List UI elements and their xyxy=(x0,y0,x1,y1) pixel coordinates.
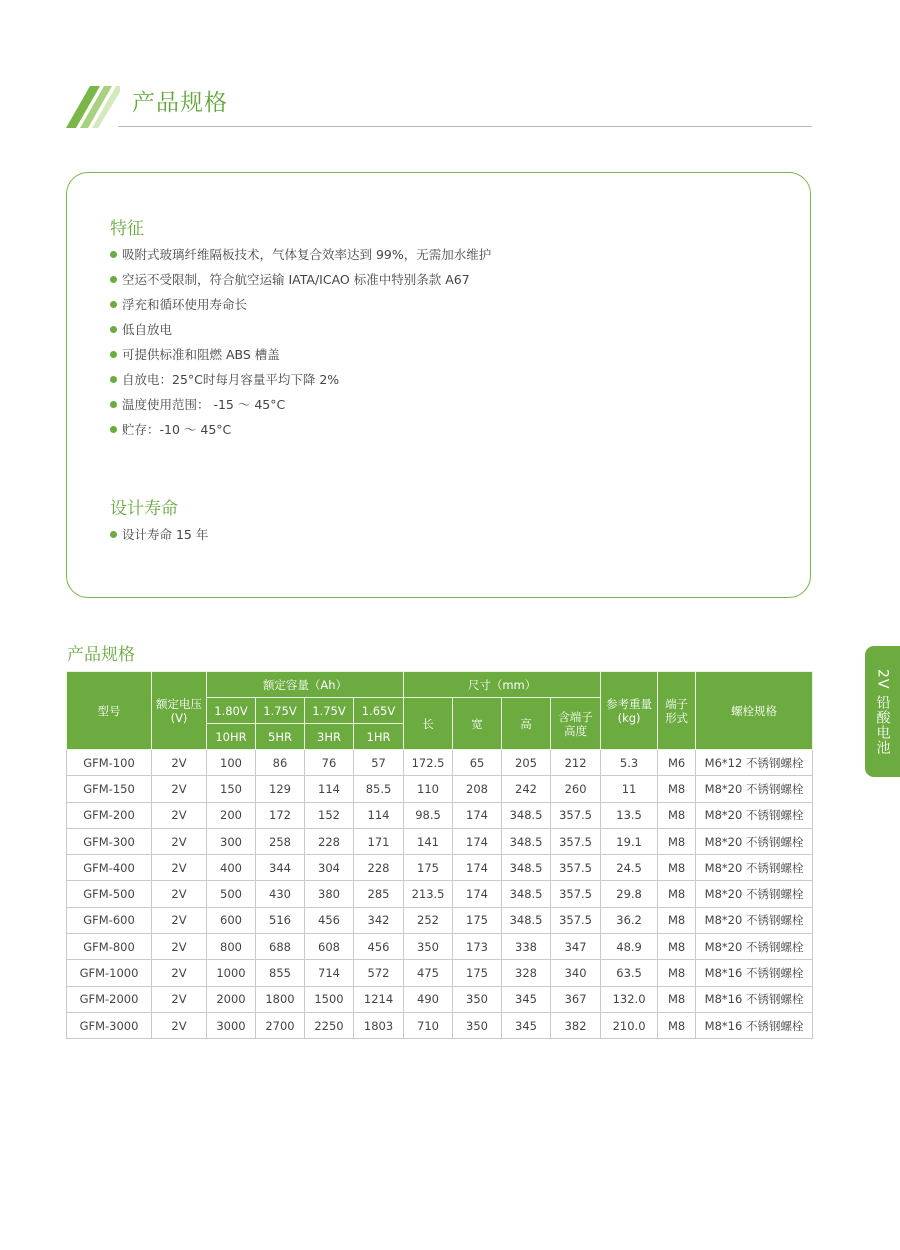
cell-width: 350 xyxy=(453,1012,502,1038)
cell-width: 174 xyxy=(453,828,502,854)
cell-weight: 210.0 xyxy=(601,1012,658,1038)
cell-terminal: M6 xyxy=(658,750,696,776)
bullet-text: 吸附式玻璃纤维隔板技术，气体复合效率达到 99%，无需加水维护 xyxy=(122,247,492,262)
bullet-item xyxy=(110,342,491,367)
cell-cap-10hr: 500 xyxy=(207,881,256,907)
cell-cap-3hr: 714 xyxy=(305,960,354,986)
cell-cap-10hr: 2000 xyxy=(207,986,256,1012)
cell-cap-3hr: 304 xyxy=(305,855,354,881)
cell-length: 213.5 xyxy=(404,881,453,907)
cap-voltage-header: 1.65V xyxy=(354,698,404,724)
cell-terminal: M8 xyxy=(658,960,696,986)
cell-cap-5hr: 344 xyxy=(256,855,305,881)
spec-table-title: 产品规格 xyxy=(67,645,135,665)
col-header-model: 型号 xyxy=(67,672,152,750)
bullet-dot-icon xyxy=(110,251,117,258)
cell-length: 350 xyxy=(404,934,453,960)
cell-length: 141 xyxy=(404,828,453,854)
table-row xyxy=(67,934,813,960)
cell-model: GFM-500 xyxy=(67,881,152,907)
col-header-dimension: 尺寸（mm） xyxy=(404,672,601,698)
cell-weight: 19.1 xyxy=(601,828,658,854)
col-header-width: 宽 xyxy=(453,698,502,750)
table-row xyxy=(67,881,813,907)
cell-terminal: M8 xyxy=(658,986,696,1012)
col-header-bolt: 螺栓规格 xyxy=(696,672,813,750)
table-row xyxy=(67,776,813,802)
bullet-dot-icon xyxy=(110,401,117,408)
bullet-item xyxy=(110,242,491,267)
cap-voltage-header: 1.75V xyxy=(256,698,305,724)
cell-voltage: 2V xyxy=(152,802,207,828)
cell-height: 348.5 xyxy=(502,828,551,854)
cell-cap-3hr: 456 xyxy=(305,907,354,933)
cell-width: 174 xyxy=(453,855,502,881)
cell-total-height: 357.5 xyxy=(551,881,601,907)
cell-terminal: M8 xyxy=(658,802,696,828)
cell-weight: 132.0 xyxy=(601,986,658,1012)
cell-voltage: 2V xyxy=(152,907,207,933)
cell-width: 350 xyxy=(453,986,502,1012)
cell-height: 338 xyxy=(502,934,551,960)
cell-cap-5hr: 86 xyxy=(256,750,305,776)
cell-cap-3hr: 1500 xyxy=(305,986,354,1012)
features-heading: 特征 xyxy=(110,219,144,239)
cell-bolt: M8*16 不锈钢螺栓 xyxy=(696,1012,813,1038)
cell-cap-1hr: 85.5 xyxy=(354,776,404,802)
cell-cap-10hr: 3000 xyxy=(207,1012,256,1038)
cell-cap-10hr: 1000 xyxy=(207,960,256,986)
cell-bolt: M8*20 不锈钢螺栓 xyxy=(696,934,813,960)
cell-cap-1hr: 57 xyxy=(354,750,404,776)
cell-width: 175 xyxy=(453,907,502,933)
bullet-dot-icon xyxy=(110,351,117,358)
cell-cap-1hr: 114 xyxy=(354,802,404,828)
cell-cap-1hr: 171 xyxy=(354,828,404,854)
cell-cap-5hr: 855 xyxy=(256,960,305,986)
cell-cap-3hr: 152 xyxy=(305,802,354,828)
cell-total-height: 340 xyxy=(551,960,601,986)
cell-bolt: M8*20 不锈钢螺栓 xyxy=(696,855,813,881)
cell-bolt: M6*12 不锈钢螺栓 xyxy=(696,750,813,776)
cell-cap-1hr: 1803 xyxy=(354,1012,404,1038)
cell-bolt: M8*16 不锈钢螺栓 xyxy=(696,986,813,1012)
cell-height: 328 xyxy=(502,960,551,986)
bullet-text: 浮充和循环使用寿命长 xyxy=(122,297,248,312)
cell-total-height: 347 xyxy=(551,934,601,960)
cell-length: 475 xyxy=(404,960,453,986)
cell-cap-10hr: 100 xyxy=(207,750,256,776)
cell-weight: 48.9 xyxy=(601,934,658,960)
cell-total-height: 357.5 xyxy=(551,855,601,881)
table-row xyxy=(67,907,813,933)
cell-length: 110 xyxy=(404,776,453,802)
cell-cap-1hr: 285 xyxy=(354,881,404,907)
cell-total-height: 367 xyxy=(551,986,601,1012)
cell-width: 174 xyxy=(453,881,502,907)
side-tab-label: 2V 铅酸电池 xyxy=(874,668,891,755)
cell-terminal: M8 xyxy=(658,776,696,802)
cell-cap-5hr: 1800 xyxy=(256,986,305,1012)
bullet-text: 温度使用范围： -15 ～ 45°C xyxy=(122,397,286,412)
cell-cap-3hr: 76 xyxy=(305,750,354,776)
table-row xyxy=(67,855,813,881)
header-divider xyxy=(118,126,812,127)
spec-table xyxy=(66,671,813,1039)
cell-bolt: M8*20 不锈钢螺栓 xyxy=(696,828,813,854)
cell-voltage: 2V xyxy=(152,855,207,881)
table-row xyxy=(67,802,813,828)
cell-cap-1hr: 572 xyxy=(354,960,404,986)
cap-rate-header: 3HR xyxy=(305,724,354,750)
table-row xyxy=(67,960,813,986)
cell-model: GFM-2000 xyxy=(67,986,152,1012)
bullet-item xyxy=(110,367,491,392)
bullet-dot-icon xyxy=(110,531,117,538)
table-row xyxy=(67,828,813,854)
cell-weight: 5.3 xyxy=(601,750,658,776)
cell-length: 98.5 xyxy=(404,802,453,828)
bullet-item xyxy=(110,522,208,547)
cell-height: 348.5 xyxy=(502,855,551,881)
bullet-text: 低自放电 xyxy=(122,322,173,337)
design-life-list xyxy=(110,522,208,547)
cell-cap-3hr: 228 xyxy=(305,828,354,854)
bullet-dot-icon xyxy=(110,326,117,333)
cell-bolt: M8*20 不锈钢螺栓 xyxy=(696,907,813,933)
cell-bolt: M8*16 不锈钢螺栓 xyxy=(696,960,813,986)
col-header-voltage: 额定电压 (V) xyxy=(152,672,207,750)
bullet-dot-icon xyxy=(110,426,117,433)
cell-cap-1hr: 228 xyxy=(354,855,404,881)
cell-total-height: 357.5 xyxy=(551,828,601,854)
col-header-length: 长 xyxy=(404,698,453,750)
cell-weight: 29.8 xyxy=(601,881,658,907)
cell-cap-10hr: 800 xyxy=(207,934,256,960)
cap-voltage-header: 1.75V xyxy=(305,698,354,724)
col-header-terminal: 端子 形式 xyxy=(658,672,696,750)
cell-cap-3hr: 2250 xyxy=(305,1012,354,1038)
cell-voltage: 2V xyxy=(152,828,207,854)
cell-cap-10hr: 150 xyxy=(207,776,256,802)
cell-terminal: M8 xyxy=(658,881,696,907)
bullet-item xyxy=(110,317,491,342)
cell-total-height: 357.5 xyxy=(551,802,601,828)
bullet-item xyxy=(110,267,491,292)
cell-model: GFM-200 xyxy=(67,802,152,828)
cell-total-height: 260 xyxy=(551,776,601,802)
cell-height: 348.5 xyxy=(502,881,551,907)
cell-terminal: M8 xyxy=(658,907,696,933)
cell-width: 208 xyxy=(453,776,502,802)
cell-model: GFM-1000 xyxy=(67,960,152,986)
bullet-dot-icon xyxy=(110,276,117,283)
cell-cap-5hr: 688 xyxy=(256,934,305,960)
bullet-text: 设计寿命 15 年 xyxy=(122,527,209,542)
header-stripes-logo xyxy=(64,86,120,128)
cell-voltage: 2V xyxy=(152,934,207,960)
cell-terminal: M8 xyxy=(658,855,696,881)
col-header-total-height: 含端子 高度 xyxy=(551,698,601,750)
cell-bolt: M8*20 不锈钢螺栓 xyxy=(696,881,813,907)
col-header-capacity: 额定容量（Ah） xyxy=(207,672,404,698)
cell-model: GFM-400 xyxy=(67,855,152,881)
table-row xyxy=(67,986,813,1012)
cell-voltage: 2V xyxy=(152,986,207,1012)
cell-cap-5hr: 172 xyxy=(256,802,305,828)
cell-width: 173 xyxy=(453,934,502,960)
cell-height: 345 xyxy=(502,1012,551,1038)
cap-rate-header: 5HR xyxy=(256,724,305,750)
bullet-text: 贮存：-10 ～ 45°C xyxy=(122,422,232,437)
cap-rate-header: 1HR xyxy=(354,724,404,750)
page-title: 产品规格 xyxy=(132,90,228,116)
features-list xyxy=(110,242,491,442)
cell-voltage: 2V xyxy=(152,881,207,907)
cell-model: GFM-3000 xyxy=(67,1012,152,1038)
cell-weight: 63.5 xyxy=(601,960,658,986)
cap-voltage-header: 1.80V xyxy=(207,698,256,724)
cell-cap-5hr: 258 xyxy=(256,828,305,854)
cell-length: 175 xyxy=(404,855,453,881)
cell-cap-5hr: 129 xyxy=(256,776,305,802)
cell-model: GFM-600 xyxy=(67,907,152,933)
cell-terminal: M8 xyxy=(658,934,696,960)
table-row xyxy=(67,750,813,776)
cell-total-height: 212 xyxy=(551,750,601,776)
cell-model: GFM-100 xyxy=(67,750,152,776)
bullet-item xyxy=(110,417,491,442)
spec-table-body xyxy=(67,750,813,1039)
bullet-item xyxy=(110,292,491,317)
cell-height: 345 xyxy=(502,986,551,1012)
cell-voltage: 2V xyxy=(152,750,207,776)
bullet-text: 自放电：25°C时每月容量平均下降 2% xyxy=(122,372,340,387)
cell-cap-1hr: 1214 xyxy=(354,986,404,1012)
cell-length: 490 xyxy=(404,986,453,1012)
cell-cap-1hr: 342 xyxy=(354,907,404,933)
cell-cap-10hr: 400 xyxy=(207,855,256,881)
cell-height: 348.5 xyxy=(502,802,551,828)
cell-voltage: 2V xyxy=(152,960,207,986)
cell-cap-10hr: 600 xyxy=(207,907,256,933)
cell-voltage: 2V xyxy=(152,776,207,802)
cell-weight: 36.2 xyxy=(601,907,658,933)
cell-model: GFM-800 xyxy=(67,934,152,960)
col-header-weight: 参考重量 (kg) xyxy=(601,672,658,750)
cell-weight: 13.5 xyxy=(601,802,658,828)
cell-terminal: M8 xyxy=(658,828,696,854)
cell-model: GFM-300 xyxy=(67,828,152,854)
bullet-item xyxy=(110,392,491,417)
cell-bolt: M8*20 不锈钢螺栓 xyxy=(696,776,813,802)
cell-height: 348.5 xyxy=(502,907,551,933)
cell-total-height: 382 xyxy=(551,1012,601,1038)
cell-bolt: M8*20 不锈钢螺栓 xyxy=(696,802,813,828)
cell-length: 252 xyxy=(404,907,453,933)
cell-cap-3hr: 380 xyxy=(305,881,354,907)
design-life-heading: 设计寿命 xyxy=(110,499,178,519)
cell-width: 175 xyxy=(453,960,502,986)
cell-length: 710 xyxy=(404,1012,453,1038)
table-row xyxy=(67,1012,813,1038)
cell-cap-10hr: 300 xyxy=(207,828,256,854)
cell-cap-10hr: 200 xyxy=(207,802,256,828)
cell-cap-5hr: 430 xyxy=(256,881,305,907)
col-header-height: 高 xyxy=(502,698,551,750)
cell-width: 65 xyxy=(453,750,502,776)
cell-cap-3hr: 608 xyxy=(305,934,354,960)
cell-terminal: M8 xyxy=(658,1012,696,1038)
cell-cap-5hr: 2700 xyxy=(256,1012,305,1038)
cell-weight: 11 xyxy=(601,776,658,802)
cell-width: 174 xyxy=(453,802,502,828)
cell-height: 242 xyxy=(502,776,551,802)
cell-cap-3hr: 114 xyxy=(305,776,354,802)
cell-model: GFM-150 xyxy=(67,776,152,802)
cell-cap-5hr: 516 xyxy=(256,907,305,933)
cell-voltage: 2V xyxy=(152,1012,207,1038)
cell-weight: 24.5 xyxy=(601,855,658,881)
cell-total-height: 357.5 xyxy=(551,907,601,933)
bullet-dot-icon xyxy=(110,376,117,383)
cap-rate-header: 10HR xyxy=(207,724,256,750)
cell-cap-1hr: 456 xyxy=(354,934,404,960)
cell-length: 172.5 xyxy=(404,750,453,776)
category-side-tab[interactable] xyxy=(865,646,900,777)
bullet-dot-icon xyxy=(110,301,117,308)
bullet-text: 可提供标准和阻燃 ABS 槽盖 xyxy=(122,347,280,362)
cell-height: 205 xyxy=(502,750,551,776)
bullet-text: 空运不受限制，符合航空运输 IATA/ICAO 标准中特别条款 A67 xyxy=(122,272,470,287)
